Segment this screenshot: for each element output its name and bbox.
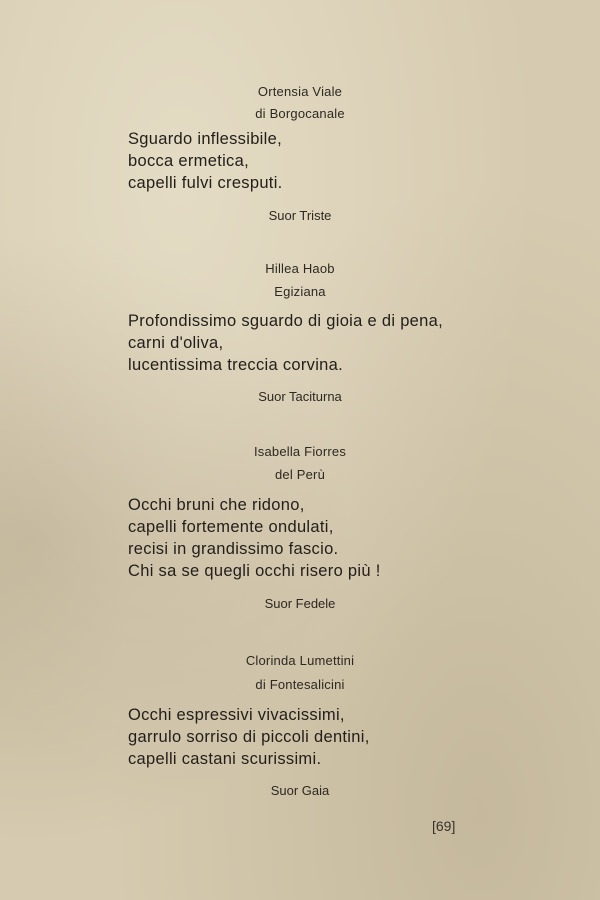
entry-verse (128, 704, 568, 770)
entry-signature: Suor Fedele (264, 596, 336, 611)
entry-origin: Egiziana (274, 284, 326, 299)
verse-line: Sguardo inflessibile, (128, 130, 282, 148)
verse-line: Occhi bruni che ridono, (128, 496, 305, 514)
verse-line: recisi in grandissimo fascio. (128, 540, 339, 558)
verse-line: capelli castani scurissimi. (128, 750, 322, 768)
entry-verse (128, 494, 568, 582)
verse-line: bocca ermetica, (128, 152, 249, 170)
verse-line: carni d'oliva, (128, 334, 224, 352)
verse-line: Chi sa se quegli occhi risero più ! (128, 562, 381, 580)
entry-verse (128, 310, 568, 376)
verse-line: capelli fulvi cresputi. (128, 174, 283, 192)
entry-signature: Suor Triste (268, 208, 332, 223)
verse-line: Profondissimo sguardo di gioia e di pena, (128, 312, 443, 330)
entry-name: Isabella Fiorres (253, 444, 347, 459)
verse-line: garrulo sorriso di piccoli dentini, (128, 728, 370, 746)
verse-line: Occhi espressivi vivacissimi, (128, 706, 345, 724)
verse-line: lucentissima treccia corvina. (128, 356, 344, 374)
page-number: [69] (432, 818, 456, 834)
entry-name: Hillea Haob (265, 261, 335, 276)
entry-name: Clorinda Lumettini (245, 653, 355, 668)
entry-origin: di Fontesalicini (255, 677, 345, 692)
entry-name: Ortensia Viale (257, 84, 343, 99)
entry-origin: del Perù (274, 467, 326, 482)
entry-signature: Suor Taciturna (258, 389, 342, 404)
verse-line: capelli fortemente ondulati, (128, 518, 334, 536)
entry-verse (128, 128, 568, 194)
entry-origin: di Borgocanale (255, 106, 345, 121)
entry-signature: Suor Gaia (270, 783, 330, 798)
